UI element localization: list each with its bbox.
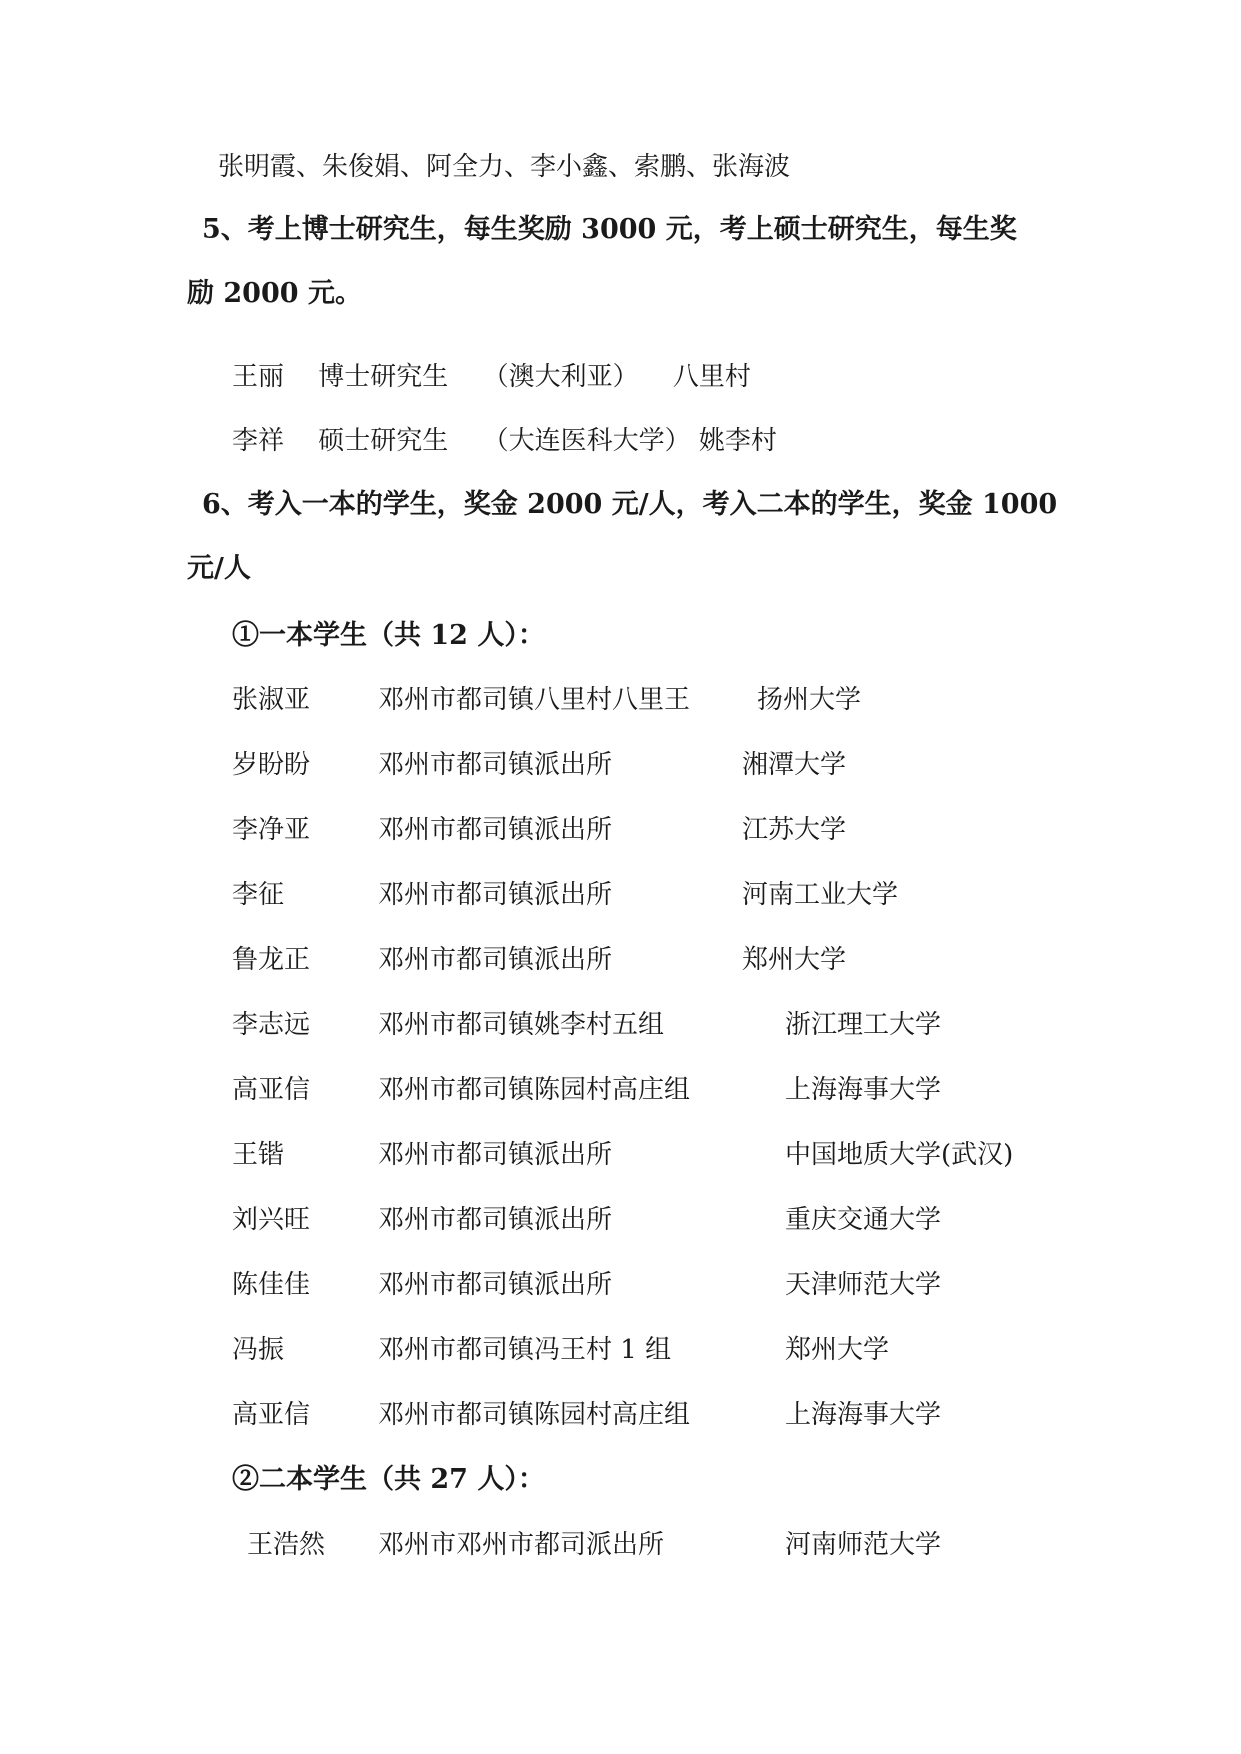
- first-tier-school: 郑州大学: [742, 945, 847, 975]
- grad-entry: [232, 360, 751, 394]
- award-names-line: 张明霞、朱俊娟、阿全力、李小鑫、索鹏、张海波: [218, 152, 791, 182]
- first-tier-name: 张淑亚: [232, 685, 311, 715]
- first-tier-school: 上海海事大学: [785, 1075, 942, 1105]
- first-tier-address: 邓州市都司镇陈园村高庄组: [378, 1400, 691, 1430]
- first-tier-school: 上海海事大学: [785, 1400, 942, 1430]
- first-tier-name: 李净亚: [232, 815, 311, 845]
- first-tier-name: 冯振: [232, 1335, 285, 1365]
- first-tier-name: 岁盼盼: [232, 750, 311, 780]
- first-tier-school: 湘潭大学: [742, 750, 847, 780]
- first-tier-address: 邓州市都司镇派出所: [378, 880, 613, 910]
- first-tier-address: 邓州市都司镇八里村八里王: [378, 685, 691, 715]
- first-tier-address: 邓州市都司镇姚李村五组: [378, 1010, 665, 1040]
- section-5-heading-line1: 5、考上博士研究生，每生奖励 3000 元，考上硕士研究生，每生奖: [202, 214, 1017, 245]
- first-tier-address: 邓州市都司镇派出所: [378, 750, 613, 780]
- grad-entry: [232, 424, 777, 458]
- section-6-heading-line1: 6、考入一本的学生，奖金 2000 元/人，考入二本的学生，奖金 1000: [202, 489, 1058, 520]
- first-tier-school: 中国地质大学(武汉): [785, 1140, 1014, 1170]
- first-tier-address: 邓州市都司镇派出所: [378, 1205, 613, 1235]
- second-tier-school: 河南师范大学: [785, 1530, 942, 1560]
- second-tier-name: 王浩然: [247, 1530, 326, 1560]
- section-6-heading-line2: 元/人: [187, 553, 251, 584]
- first-tier-school: 重庆交通大学: [785, 1205, 942, 1235]
- first-tier-address: 邓州市都司镇派出所: [378, 1270, 613, 1300]
- grad-name: 王丽: [232, 362, 285, 392]
- grad-school: （澳大利亚）: [482, 362, 639, 392]
- grad-village: 姚李村: [698, 426, 777, 456]
- first-tier-address: 邓州市都司镇冯王村 1 组: [378, 1335, 672, 1365]
- second-tier-address: 邓州市邓州市都司派出所: [378, 1530, 665, 1560]
- first-tier-address: 邓州市都司镇派出所: [378, 1140, 613, 1170]
- first-tier-name: 王锴: [232, 1140, 285, 1170]
- first-tier-school: 河南工业大学: [742, 880, 899, 910]
- grad-name: 李祥: [232, 426, 285, 456]
- first-tier-address: 邓州市都司镇派出所: [378, 815, 613, 845]
- first-tier-school: 江苏大学: [742, 815, 847, 845]
- grad-school: （大连医科大学）: [482, 426, 691, 456]
- first-tier-name: 陈佳佳: [232, 1270, 311, 1300]
- grad-degree: 博士研究生: [318, 362, 449, 392]
- first-tier-name: 高亚信: [232, 1075, 311, 1105]
- first-tier-name: 李征: [232, 880, 285, 910]
- first-tier-school: 天津师范大学: [785, 1270, 942, 1300]
- first-tier-name: 高亚信: [232, 1400, 311, 1430]
- first-tier-address: 邓州市都司镇派出所: [378, 945, 613, 975]
- first-tier-name: 刘兴旺: [232, 1205, 311, 1235]
- grad-village: 八里村: [672, 362, 751, 392]
- second-tier-heading: ②二本学生（共 27 人）：: [232, 1464, 545, 1495]
- grad-degree: 硕士研究生: [318, 426, 449, 456]
- first-tier-name: 鲁龙正: [232, 945, 311, 975]
- first-tier-school: 扬州大学: [757, 685, 862, 715]
- first-tier-address: 邓州市都司镇陈园村高庄组: [378, 1075, 691, 1105]
- first-tier-name: 李志远: [232, 1010, 311, 1040]
- first-tier-heading: ①一本学生（共 12 人）：: [232, 620, 545, 651]
- first-tier-school: 郑州大学: [785, 1335, 890, 1365]
- section-5-heading-line2: 励 2000 元。: [187, 278, 362, 309]
- first-tier-school: 浙江理工大学: [785, 1010, 942, 1040]
